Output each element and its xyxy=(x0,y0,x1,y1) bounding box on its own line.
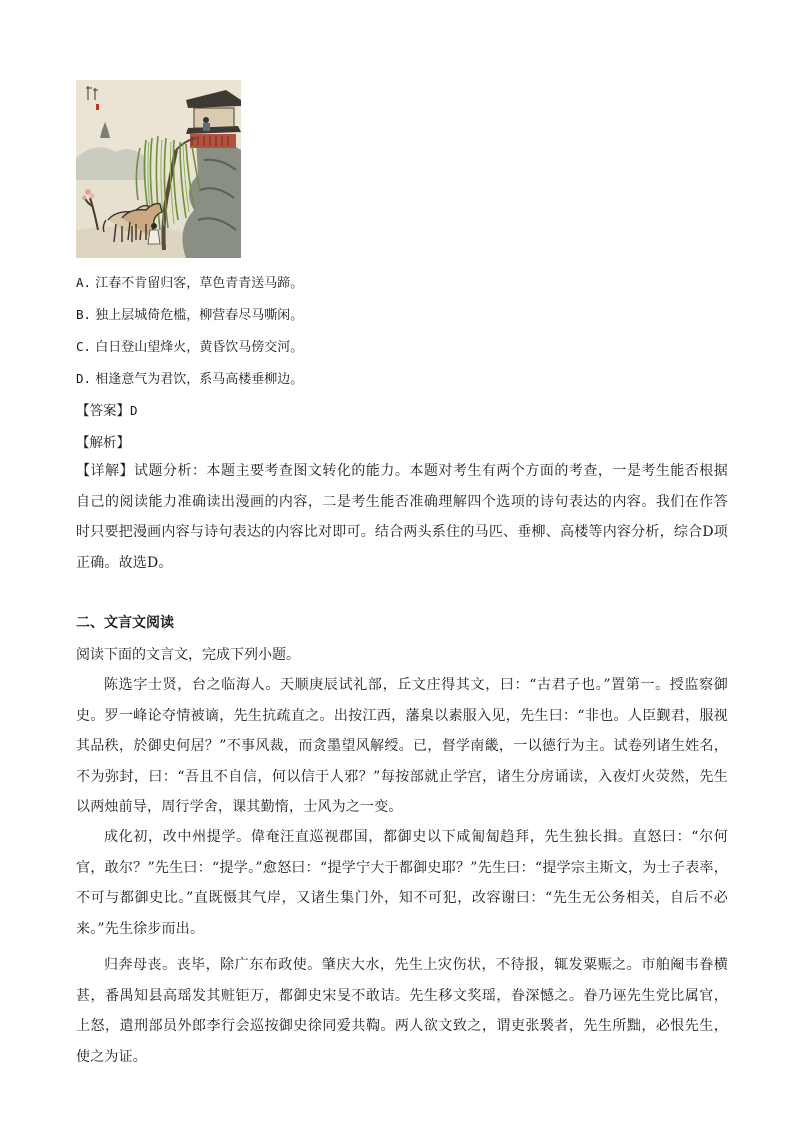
option-text: 相逢意气为君饮，系马高楼垂柳边。 xyxy=(95,372,304,387)
analysis-label: 【解析】 xyxy=(76,435,130,451)
option-text: 独上层城倚危槛，柳营春尽马嘶闲。 xyxy=(95,308,304,323)
answer-line xyxy=(76,402,138,420)
cartoon-illustration xyxy=(76,80,241,258)
option-c xyxy=(76,338,303,357)
horse-willow-pavilion-image xyxy=(76,80,241,258)
option-letter: C. xyxy=(76,339,92,354)
option-a xyxy=(76,274,303,293)
option-letter: D. xyxy=(76,371,92,386)
option-letter: A. xyxy=(76,275,92,290)
option-letter: B. xyxy=(76,307,92,322)
option-b xyxy=(76,306,303,325)
passage-paragraph-2: 成化初，改中州提学。偉奄汪直巡视郡国，都御史以下咸匍匐趋拜，先生独长揖。直怒曰：“尔何官，敢尔？”先生曰：“提学。”愈怒曰：“提学宁大于都御史耶？”先生曰：“提学宗主斯文，为士子表率，不可与都御史比。”直既慑其气岸，又诸生集门外，知不可犯，改容谢曰：“先生无公务相关，自后不必来。”先生徐步而出。 xyxy=(76,829,728,937)
option-text: 江春不肯留归客，草色青青送马蹄。 xyxy=(95,276,304,291)
option-text: 白日登山望烽火，黄昏饮马傍交河。 xyxy=(95,340,304,355)
option-d xyxy=(76,370,303,389)
answer-value: D xyxy=(130,403,138,418)
answer-label: 【答案】 xyxy=(76,403,130,419)
passage-paragraph-1: 陈选字士贤，台之临海人。天顺庚辰试礼部，丘文庄得其文，曰：“古君子也。”置第一。授监察御史。罗一峰论夺情被谪，先生抗疏直之。出按江西，藩臬以素服入见，先生曰：“非也。人臣觐君，服视其品秩，於御史何居？”不事风裁，而贪墨望风解绶。已，督学南畿，一以德行为主。试卷列诸生姓名，不为弥封，曰：“吾且不自信，何以信于人邪？”每按部就止学宫，诸生分房诵读，入夜灯火荧然，先生以两烛前导，周行学舍，课其勤惰，士风为之一变。 xyxy=(76,677,728,815)
section-title: 二、文言文阅读 xyxy=(76,615,174,631)
section-instruction: 阅读下面的文言文，完成下列小题。 xyxy=(76,647,300,663)
detail-paragraph: 【详解】试题分析：本题主要考查图文转化的能力。本题对考生有两个方面的考查，一是考生能否根据自己的阅读能力准确读出漫画的内容，二是考生能否准确理解四个选项的诗句表达的内容。我们在作答时只要把漫画内容与诗句表达的内容比对即可。结合两头系住的马匹、垂柳、高楼等内容分析，综合D项正确。故选D。 xyxy=(76,463,728,571)
passage-paragraph-3: 归奔母丧。丧毕，除广东布政使。肇庆大水，先生上灾伤状，不待报，辄发粟赈之。市舶阉韦眷横甚，番禺知县高瑶发其赃钜万，都御史宋旻不敢诘。先生移文奖瑶，眷深憾之。眷乃诬先生党比属官，上怒，遣刑部员外郎李行会巡按御史徐同爱共鞫。两人欲文致之，谓吏张褧者，先生所黜，必恨先生，使之为证。 xyxy=(76,957,728,1065)
